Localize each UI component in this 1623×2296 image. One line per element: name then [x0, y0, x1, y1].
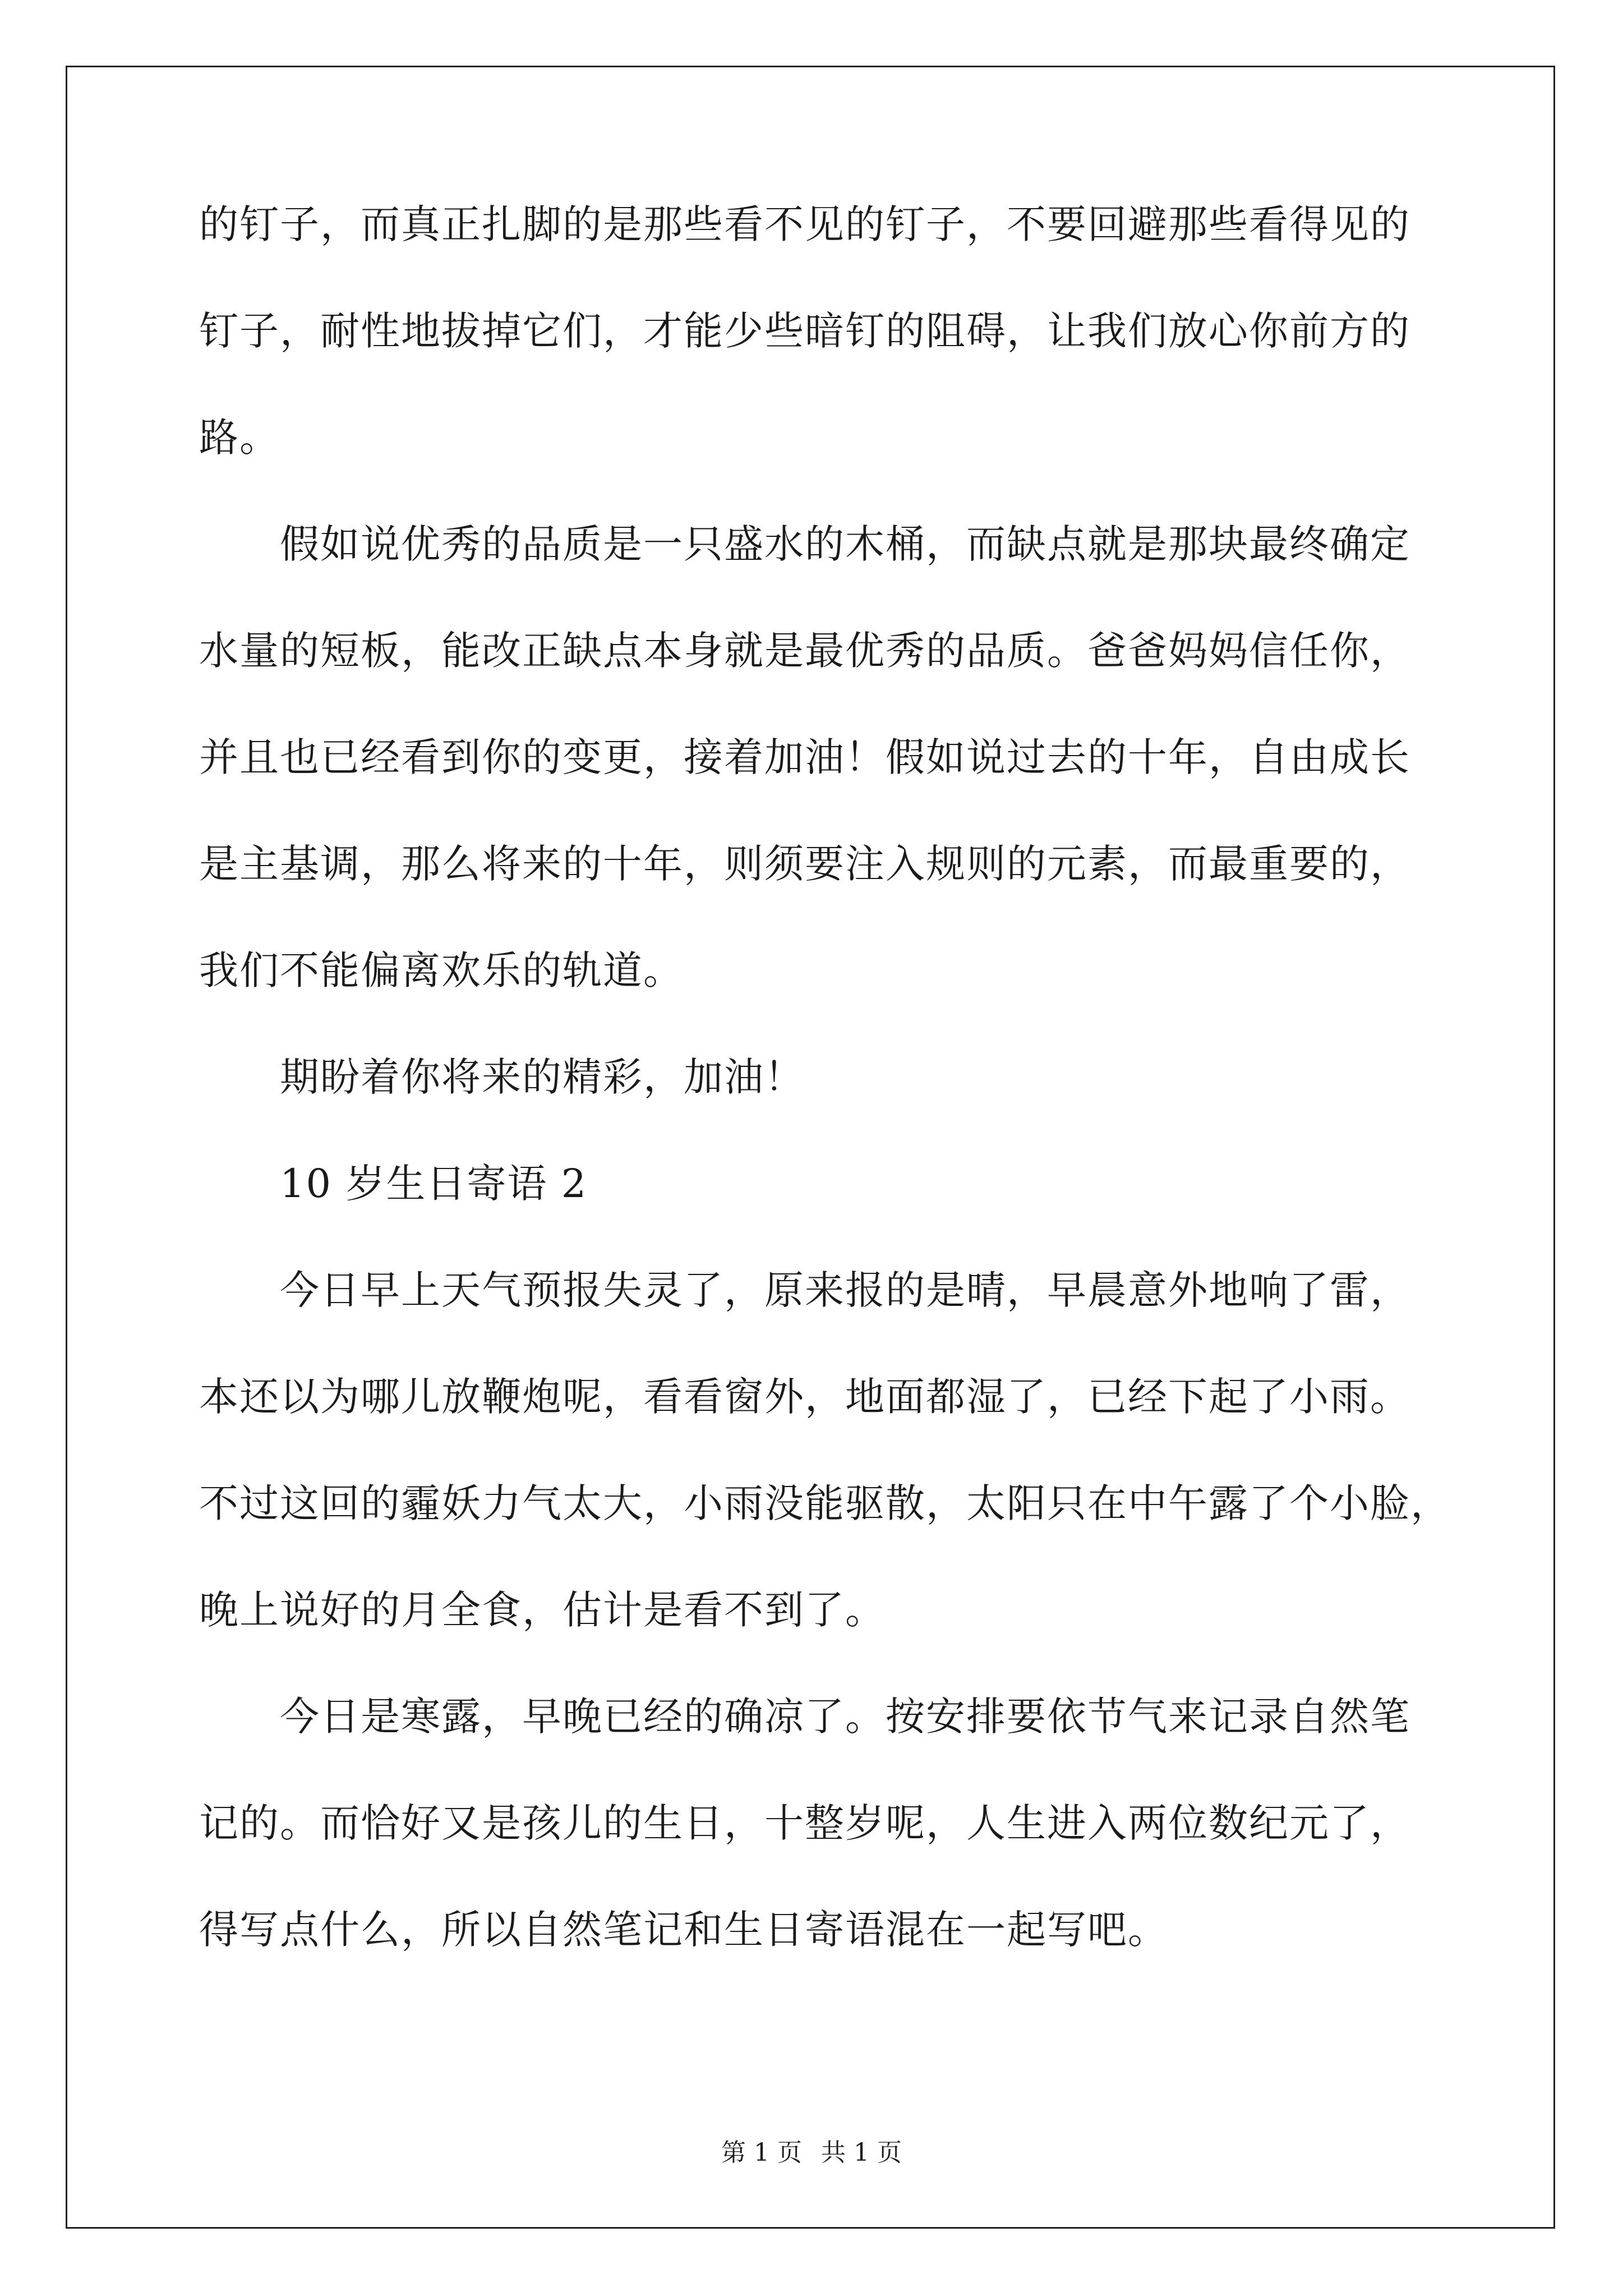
text-line: 水量的短板，能改正缺点本身就是最优秀的品质。爸爸妈妈信任你，	[199, 628, 1410, 674]
text-line: 是主基调，那么将来的十年，则须要注入规则的元素，而最重要的，	[199, 841, 1410, 887]
text-line: 不过这回的霾妖力气太大，小雨没能驱散，太阳只在中午露了个小脸，	[199, 1480, 1451, 1526]
text-line: 得写点什么，所以自然笔记和生日寄语混在一起写吧。	[199, 1907, 1168, 1953]
text-line: 本还以为哪儿放鞭炮呢，看看窗外，地面都湿了，已经下起了小雨。	[199, 1374, 1410, 1420]
text-line: 期盼着你将来的精彩，加油！	[199, 1054, 805, 1100]
text-line: 并且也已经看到你的变更，接着加油！假如说过去的十年，自由成长	[199, 734, 1410, 780]
section-heading: 10 岁生日寄语 2	[199, 1161, 588, 1207]
text-line: 我们不能偏离欢乐的轨道。	[199, 947, 684, 993]
text-line: 的钉子，而真正扎脚的是那些看不见的钉子，不要回避那些看得见的	[199, 201, 1410, 247]
page-footer	[0, 2137, 1623, 2169]
text-line: 路。	[199, 415, 280, 461]
text-line: 今日早上天气预报失灵了，原来报的是晴，早晨意外地响了雷，	[199, 1267, 1410, 1313]
text-line: 今日是寒露，早晚已经的确凉了。按安排要依节气来记录自然笔	[199, 1694, 1410, 1740]
text-line: 假如说优秀的品质是一只盛水的木桶，而缺点就是那块最终确定	[199, 521, 1410, 567]
text-line: 晚上说好的月全食，估计是看不到了。	[199, 1587, 886, 1633]
page-total: 共 1 页	[821, 2138, 902, 2167]
text-line: 钉子，耐性地拔掉它们，才能少些暗钉的阻碍，让我们放心你前方的	[199, 308, 1410, 354]
page-number: 第 1 页	[721, 2138, 802, 2167]
text-line: 记的。而恰好又是孩儿的生日，十整岁呢，人生进入两位数纪元了，	[199, 1800, 1410, 1846]
